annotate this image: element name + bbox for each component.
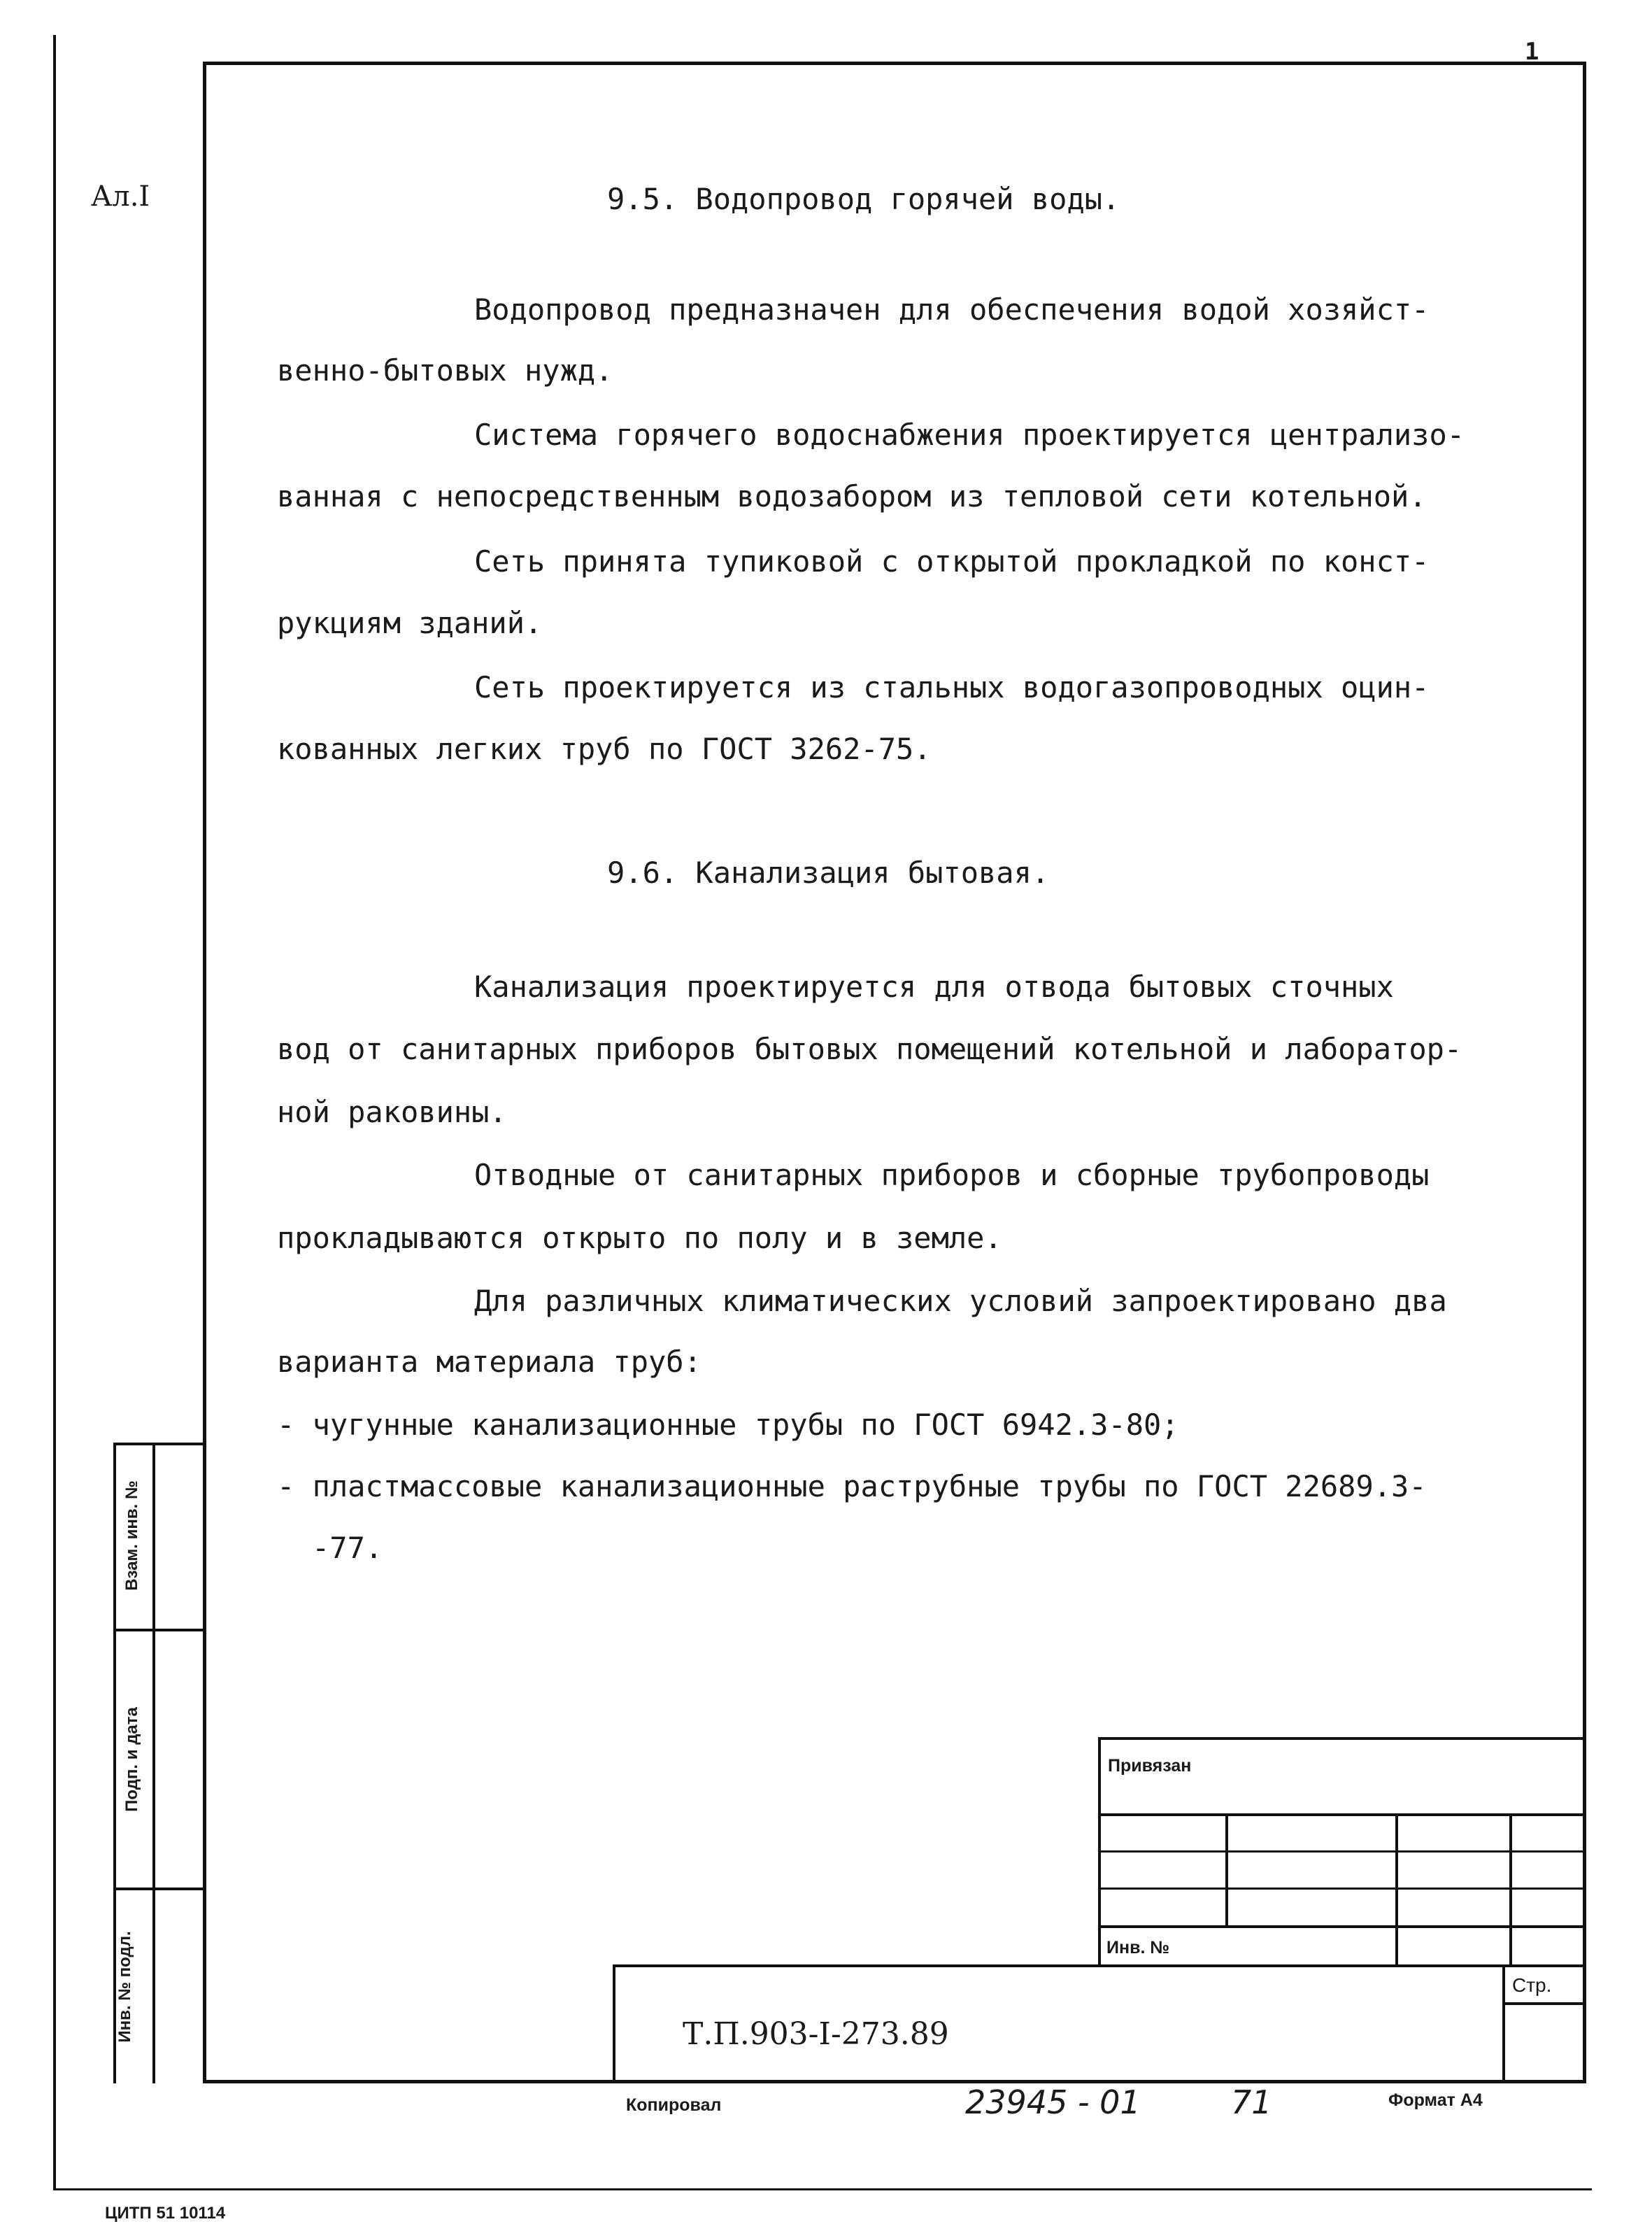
section-9-6-line-2: вод от санитарных приборов бытовых помещений котельной и лаборатор- <box>277 1032 1462 1066</box>
page-mark: 1 <box>1525 38 1539 66</box>
str-row-line <box>1502 2002 1586 2005</box>
privyazan-col-line-1 <box>1225 1813 1228 1925</box>
section-9-5-line-1: Водопровод предназначен для обеспечения водой хозяйст- <box>474 292 1430 327</box>
privyazan-row-line-2 <box>1098 1850 1586 1853</box>
section-9-6-line-9: - пластмассовые канализационные раструбные трубы по ГОСТ 22689.3- <box>277 1469 1427 1503</box>
document-number: 23945 - 01 <box>965 2083 1141 2121</box>
side-stamp-podp-label: Подп. и дата <box>122 1707 141 1812</box>
margin-label: Ал.I <box>91 180 150 213</box>
section-9-6-line-1: Канализация проектируется для отвода бытовых сточных <box>474 970 1394 1004</box>
section-9-5-title: 9.5. Водопровод горячей воды. <box>607 182 1120 216</box>
doc-code: Т.П.903-I-273.89 <box>683 2016 949 2052</box>
privyazan-label: Привязан <box>1108 1756 1192 1776</box>
privyazan-col-line-3 <box>1509 1813 1512 1964</box>
section-9-6-line-6: Для различных климатических условий запроектировано два <box>474 1284 1447 1318</box>
side-stamp-divider-vertical <box>152 1443 155 2083</box>
section-9-5-line-8: кованных легких труб по ГОСТ 3262-75. <box>277 732 932 766</box>
section-9-6-line-3: ной раковины. <box>277 1095 507 1129</box>
section-9-5-line-6: рукциям зданий. <box>277 606 543 640</box>
section-9-5-line-3: Система горячего водоснабжения проектируется централизо- <box>474 418 1465 452</box>
bottom-page-edge <box>53 2188 1592 2190</box>
section-9-5-line-4: ванная с непосредственным водозабором из тепловой сети котельной. <box>277 479 1427 514</box>
section-9-6-line-4: Отводные от санитарных приборов и сборные трубопроводы <box>474 1158 1430 1192</box>
str-label: Стр. <box>1512 1974 1552 1996</box>
str-column-line <box>1502 1964 1505 2083</box>
sheet-number: 71 <box>1231 2083 1272 2121</box>
section-9-5-line-5: Сеть принята тупиковой с открытой прокладкой по конст- <box>474 544 1430 579</box>
section-9-5-line-7: Сеть проектируется из стальных водогазопроводных оцин- <box>474 670 1430 704</box>
section-9-6-line-5: прокладываются открыто по полу и в земле. <box>277 1221 1002 1255</box>
kopirovala-label: Копировал <box>626 2095 722 2115</box>
privyazan-row-line-4 <box>1098 1925 1586 1928</box>
section-9-5-line-2: венно-бытовых нужд. <box>277 353 613 388</box>
print-mark: ЦИТП 51 10114 <box>105 2204 226 2223</box>
side-stamp-inv-label: Инв. № подл. <box>115 1931 134 2043</box>
format-label: Формат А4 <box>1388 2090 1483 2110</box>
privyazan-col-line-2 <box>1395 1813 1398 1964</box>
section-9-6-line-10: -77. <box>312 1531 383 1565</box>
side-stamp-divider-2 <box>113 1888 203 1890</box>
left-page-edge <box>53 35 56 2190</box>
inv-no-label: Инв. № <box>1106 1938 1170 1957</box>
privyazan-row-line-3 <box>1098 1888 1586 1890</box>
section-9-6-line-7: варианта материала труб: <box>277 1345 702 1379</box>
privyazan-row-line-1 <box>1098 1813 1586 1816</box>
section-9-6-line-8: - чугунные канализационные трубы по ГОСТ 6942.3-80; <box>277 1408 1179 1442</box>
section-9-6-title: 9.6. Канализация бытовая. <box>607 856 1050 890</box>
side-stamp-vzam-label: Взам. инв. № <box>122 1480 141 1591</box>
